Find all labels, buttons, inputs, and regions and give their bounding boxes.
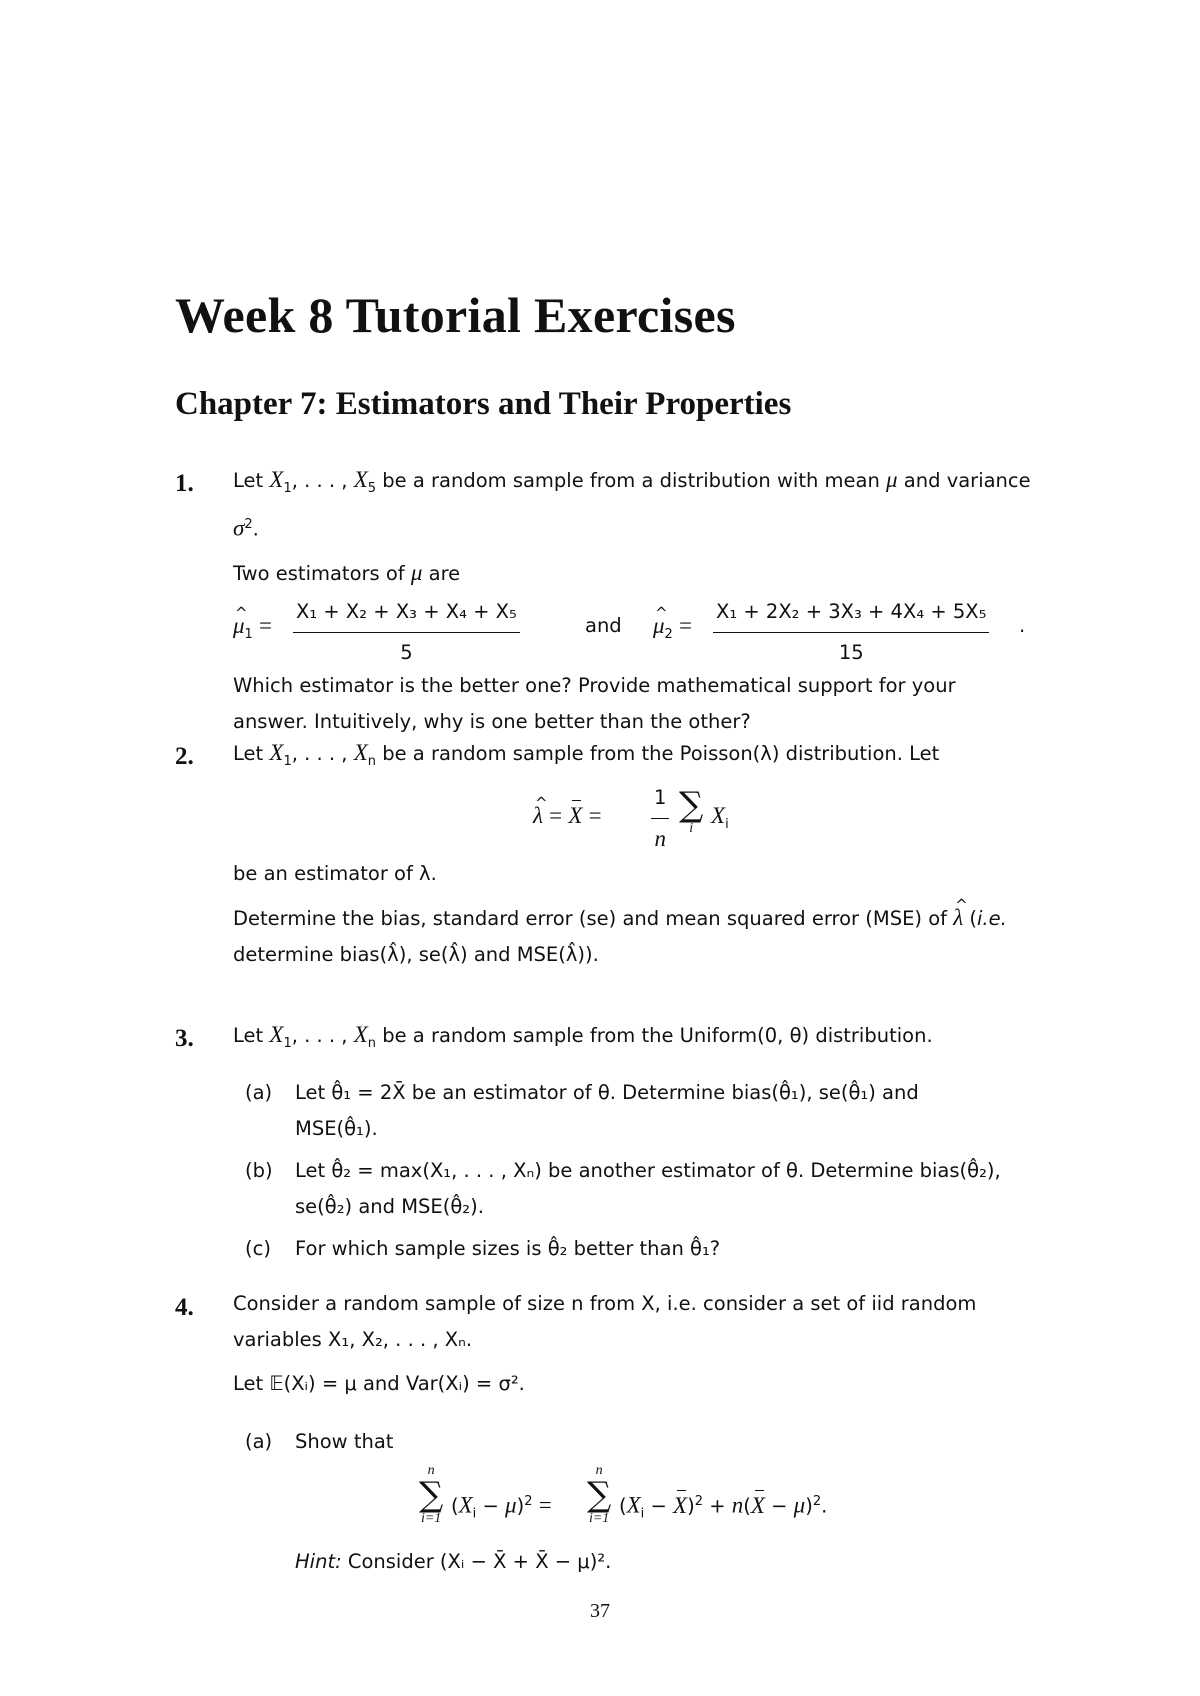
- chapter-heading: Chapter 7: Estimators and Their Properties: [175, 386, 792, 422]
- are-text: are: [428, 562, 461, 586]
- determine2-text: determine bias(λ̂), se(λ̂) and MSE(λ̂)).: [233, 942, 599, 966]
- mu1-fraction: [293, 594, 520, 671]
- exercise-4-line1: Consider a random sample of size n from X, i.e. consider a set of iid random: [233, 1292, 977, 1315]
- exercise-3-intro: Let $X_1$, . . . , $X_n$ be a random sample from the Uniform(0, θ) distribution.: [233, 1022, 933, 1051]
- exercise-1-question: Which estimator is the better one? Provide mathematical support for your answer. Intuitively, why is one better than the other?: [233, 674, 956, 734]
- fraction-numerator: 1: [651, 780, 669, 819]
- sub-label: (c): [245, 1237, 271, 1260]
- exercise-number: 2.: [175, 743, 194, 770]
- exercise-2-line1: be a random sample from the Poisson(λ) distribution. Let: [382, 742, 940, 765]
- lambda-hat-equation: ^ λ = X = $\frac{1}{n}$ ∑ i $X_i$: [233, 780, 1035, 850]
- hint-text: Consider (Xᵢ − X̄ + X̄ − μ)².: [347, 1550, 612, 1573]
- sub-label: (a): [245, 1430, 273, 1453]
- exercise-1-intro: Let $X_1$, . . . , $X_5$ be a random sample from a distribution with mean μ and variance $\sigma^2$.: [233, 467, 1031, 541]
- exercise-1-estimators-intro: Two estimators of μ are: [233, 560, 461, 586]
- exercise-3a-line1: Let θ̂₁ = 2X̄ be an estimator of θ. Determine bias(θ̂₁), se(θ̂₁) and: [295, 1081, 919, 1104]
- page-title: Week 8 Tutorial Exercises: [175, 287, 736, 343]
- exercise-4-line2: variables X₁, X₂, . . . , Xₙ.: [233, 1328, 473, 1351]
- exercise-3-line1: be a random sample from the Uniform(0, θ) distribution.: [382, 1024, 933, 1047]
- exercise-4a-text: Show that: [295, 1430, 394, 1453]
- exercise-1-line1-end: and: [903, 469, 941, 492]
- summation-symbol: n ∑ i=1: [587, 1463, 612, 1526]
- exercise-3b-line2: se(θ̂₂) and MSE(θ̂₂).: [295, 1195, 484, 1218]
- estimator-equations: ^ $\mu_1$ = $\frac{\text{X₁ + X₂ + X₃ + X₄ + X₅}}{5}$ and ^ $\mu_2$ = $\frac{\text{X₁ + 2X₂ + 3X₃ + 4X₄ + 5X₅}}{15}$ .: [233, 594, 1035, 656]
- exercise-4-line3: Let 𝔼(Xᵢ) = μ and Var(Xᵢ) = σ².: [233, 1372, 525, 1395]
- determine-text: Determine the bias, standard error (se) and mean squared error (MSE) of: [233, 906, 947, 930]
- exercise-2-determine: Determine the bias, standard error (se) and mean squared error (MSE) of ^ λ (i.e. determine bias(λ̂), se(λ̂) and MSE(λ̂)).: [233, 900, 1035, 973]
- mu1-numerator: X₁ + X₂ + X₃ + X₄ + X₅: [293, 594, 520, 633]
- exercise-3a-line2: MSE(θ̂₁).: [295, 1117, 378, 1140]
- summation-symbol: ∑ i: [679, 784, 704, 836]
- and-text: and: [585, 614, 622, 638]
- exercise-3b-line1: Let θ̂₂ = max(X₁, . . . , Xₙ) be another estimator of θ. Determine bias(θ̂₂),: [295, 1159, 1001, 1182]
- mu2-fraction: [713, 594, 989, 671]
- two-estimators-text: Two estimators of: [233, 562, 405, 586]
- sum-identity-equation: n ∑ i=1 $(X_i - \mu)^2$ = n ∑ i=1 $(X_i - X)^2 + n(X - \mu)^2$.: [419, 1463, 828, 1526]
- fraction-denominator: n: [654, 825, 666, 851]
- let-text: Let: [233, 742, 264, 765]
- sub-label: (b): [245, 1159, 273, 1182]
- exercise-1-line2: variance: [946, 469, 1031, 492]
- summation-symbol: n ∑ i=1: [419, 1463, 444, 1526]
- hint-line: [295, 1544, 1035, 1580]
- hint-label: Hint:: [295, 1550, 342, 1573]
- mu1-denominator: 5: [400, 641, 413, 665]
- exercise-number: 1.: [175, 470, 194, 497]
- ie-text: i.e.: [976, 906, 1007, 930]
- exercise-2-estimator-of: be an estimator of λ.: [233, 861, 437, 885]
- sub-label: (a): [245, 1081, 273, 1104]
- exercise-1-line1: be a random sample from a distribution with mean: [382, 469, 880, 492]
- exercise-number: 3.: [175, 1025, 194, 1052]
- mu2-numerator: X₁ + 2X₂ + 3X₃ + 4X₄ + 5X₅: [713, 594, 989, 633]
- page-number: 37: [590, 1600, 610, 1622]
- exercise-number: 4.: [175, 1294, 194, 1321]
- one-over-n-fraction: [651, 780, 669, 858]
- mu2-denominator: 15: [838, 641, 864, 665]
- exercise-2-intro: Let $X_1$, . . . , $X_n$ be a random sample from the Poisson(λ) distribution. Let: [233, 740, 940, 769]
- exercise-3c-line1: For which sample sizes is θ̂₂ better than θ̂₁?: [295, 1237, 721, 1260]
